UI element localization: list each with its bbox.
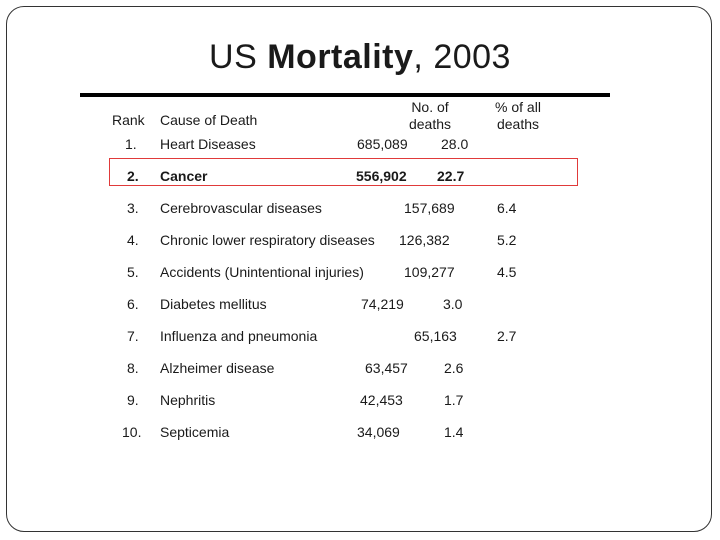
header-rank: Rank xyxy=(112,112,145,128)
row-9-cause: Nephritis xyxy=(160,392,216,408)
row-2-pct: 22.7 xyxy=(437,168,465,184)
row-8-cause: Alzheimer disease xyxy=(160,360,275,376)
row-8-deaths: 63,457 xyxy=(365,360,408,376)
row-1-deaths: 685,089 xyxy=(357,136,408,152)
header-deaths-line2: deaths xyxy=(408,116,452,132)
row-9-deaths: 42,453 xyxy=(360,392,403,408)
row-9-pct: 1.7 xyxy=(444,392,464,408)
row-10-cause: Septicemia xyxy=(160,424,230,440)
row-4-deaths: 126,382 xyxy=(399,232,450,248)
row-5-deaths: 109,277 xyxy=(404,264,455,280)
row-1-cause: Heart Diseases xyxy=(160,136,256,152)
row-7-cause: Influenza and pneumonia xyxy=(160,328,318,344)
row-8-pct: 2.6 xyxy=(444,360,464,376)
header-cause: Cause of Death xyxy=(160,112,258,128)
row-6-deaths: 74,219 xyxy=(361,296,404,312)
row-10-deaths: 34,069 xyxy=(357,424,400,440)
row-5-pct: 4.5 xyxy=(497,264,517,280)
row-10-pct: 1.4 xyxy=(444,424,464,440)
row-9-rank: 9. xyxy=(127,392,139,408)
row-3-pct: 6.4 xyxy=(497,200,517,216)
header-deaths-line1: No. of xyxy=(411,99,449,115)
row-4-pct: 5.2 xyxy=(497,232,517,248)
row-2-deaths: 556,902 xyxy=(356,168,407,184)
row-8-rank: 8. xyxy=(127,360,139,376)
row-6-cause: Diabetes mellitus xyxy=(160,296,267,312)
header-pct-line1: % of all xyxy=(495,99,541,115)
row-3-rank: 3. xyxy=(127,200,139,216)
row-2-cause: Cancer xyxy=(160,168,208,184)
row-10-rank: 10. xyxy=(122,424,142,440)
row-4-rank: 4. xyxy=(127,232,139,248)
slide-title: US Mortality, 2003 xyxy=(209,38,511,76)
title-underline xyxy=(80,93,610,97)
row-3-deaths: 157,689 xyxy=(404,200,455,216)
row-1-rank: 1. xyxy=(125,136,137,152)
row-6-pct: 3.0 xyxy=(443,296,463,312)
row-5-rank: 5. xyxy=(127,264,139,280)
row-4-cause: Chronic lower respiratory diseases xyxy=(160,232,375,248)
row-7-deaths: 65,163 xyxy=(414,328,457,344)
row-3-cause: Cerebrovascular diseases xyxy=(160,200,322,216)
header-pct-line2: deaths xyxy=(496,116,540,132)
row-7-pct: 2.7 xyxy=(497,328,517,344)
row-1-pct: 28.0 xyxy=(441,136,469,152)
row-2-rank: 2. xyxy=(127,168,139,184)
row-7-rank: 7. xyxy=(127,328,139,344)
row-5-cause: Accidents (Unintentional injuries) xyxy=(160,264,364,280)
row-6-rank: 6. xyxy=(127,296,139,312)
